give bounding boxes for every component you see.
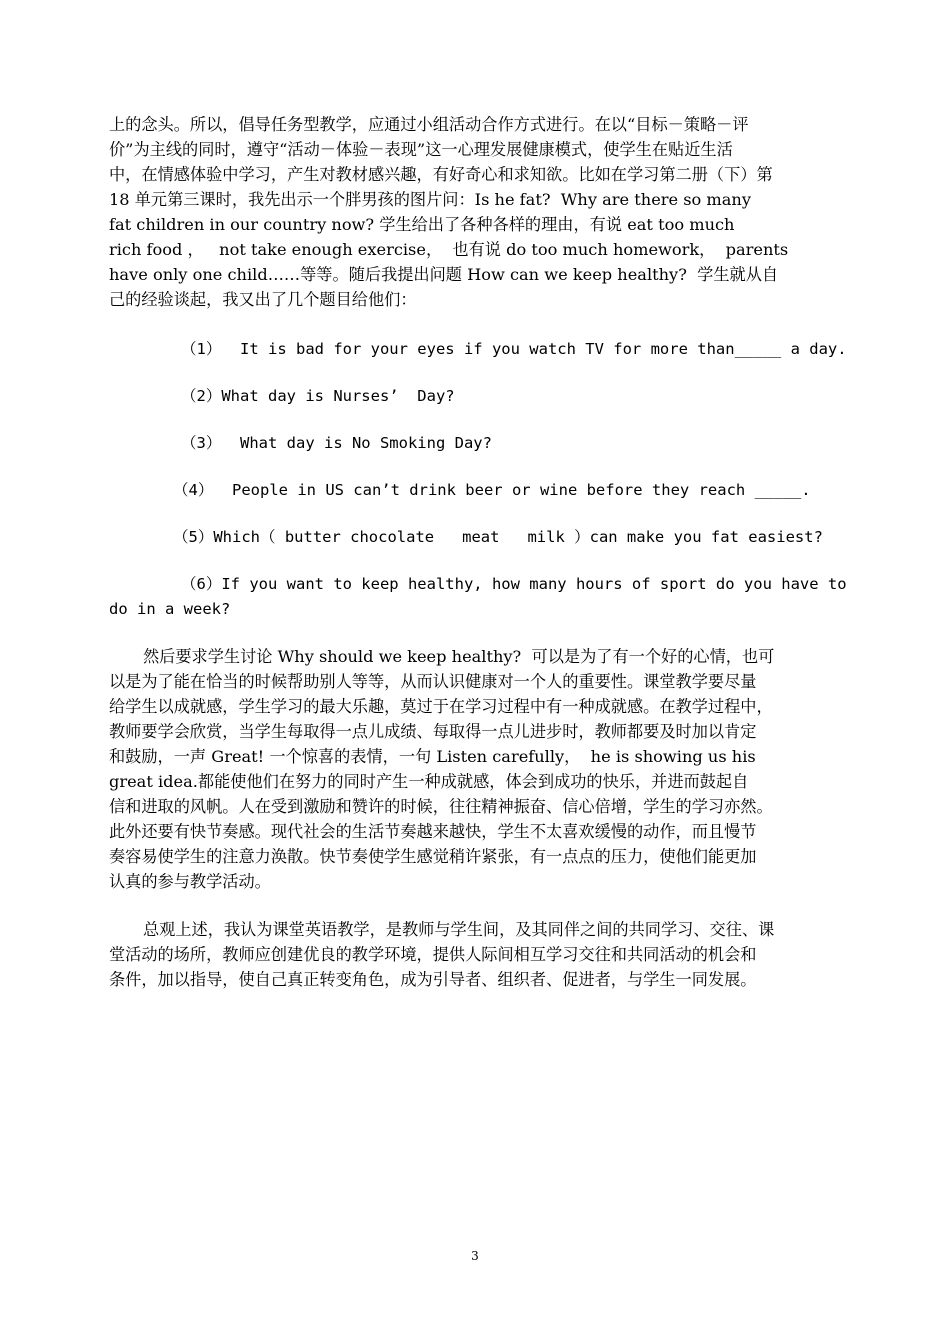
question-item-continuation: do in a week? [109,600,231,618]
text-line: 奏容易使学生的注意力涣散。快节奏使学生感觉稍许紧张，有一点点的压力，使他们能更加 [109,847,757,866]
question-item: （2）What day is Nurses’ Day? [181,387,455,405]
text-line: 给学生以成就感，学生学习的最大乐趣，莫过于在学习过程中有一种成就感。在教学过程中， [109,697,773,716]
text-line: 然后要求学生讨论 Why should we keep healthy? 可以是为了有一个好的心情，也可 [143,647,775,666]
text-line: 价”为主线的同时，遵守“活动－体验－表现”这一心理发展健康模式，使学生在贴近生活 [109,140,733,159]
question-item: （5）Which（ butter chocolate meat milk ）can make you fat easiest? [173,528,823,546]
text-line: rich food ， not take enough exercise， 也有说 do too much homework， parents [109,240,789,259]
text-line: 和鼓励，一声 Great! 一个惊喜的表情，一句 Listen carefully， he is showing us his [109,747,756,766]
text-line: 上的念头。所以，倡导任务型教学，应通过小组活动合作方式进行。在以“目标－策略－评 [109,115,749,134]
page-number: 3 [471,1249,479,1263]
text-line: 此外还要有快节奏感。现代社会的生活节奏越来越快，学生不太喜欢缓慢的动作，而且慢节 [109,822,757,841]
text-line: 堂活动的场所，教师应创建优良的教学环境，提供人际间相互学习交往和共同活动的机会和 [109,945,757,964]
question-item: （6）If you want to keep healthy, how many hours of sport do you have to [181,575,847,593]
text-line: 总观上述，我认为课堂英语教学，是教师与学生间，及其同伴之间的共同学习、交往、课 [143,920,775,939]
text-line: 认真的参与教学活动。 [109,872,271,891]
question-item: （3） What day is No Smoking Day? [181,434,492,452]
question-item: （1） It is bad for your eyes if you watch TV for more than_____ a day. [181,340,847,358]
text-line: 己的经验谈起，我又出了几个题目给他们： [109,290,417,309]
text-line: 以是为了能在恰当的时候帮助别人等等，从而认识健康对一个人的重要性。课堂教学要尽量 [109,672,757,691]
text-line: 18 单元第三课时，我先出示一个胖男孩的图片问：Is he fat? Why are there so many [109,190,752,209]
question-item: （4） People in US can’t drink beer or wine before they reach _____. [173,481,811,499]
text-line: 条件，加以指导，使自己真正转变角色，成为引导者、组织者、促进者，与学生一同发展。 [109,970,757,989]
text-line: great idea.都能使他们在努力的同时产生一种成就感，体会到成功的快乐，并进而鼓起自 [109,772,749,791]
text-line: 中，在情感体验中学习，产生对教材感兴趣，有好奇心和求知欲。比如在学习第二册（下）第 [109,165,773,184]
text-line: 信和进取的风帆。人在受到激励和赞许的时候，往往精神振奋、信心倍增，学生的学习亦然。 [109,797,773,816]
text-line: 教师要学会欣赏，当学生每取得一点儿成绩、每取得一点儿进步时，教师都要及时加以肯定 [109,722,757,741]
text-line: have only one child……等等。随后我提出问题 How can we keep healthy? 学生就从自 [109,265,779,284]
text-line: fat children in our country now? 学生给出了各种各样的理由，有说 eat too much [109,215,735,234]
